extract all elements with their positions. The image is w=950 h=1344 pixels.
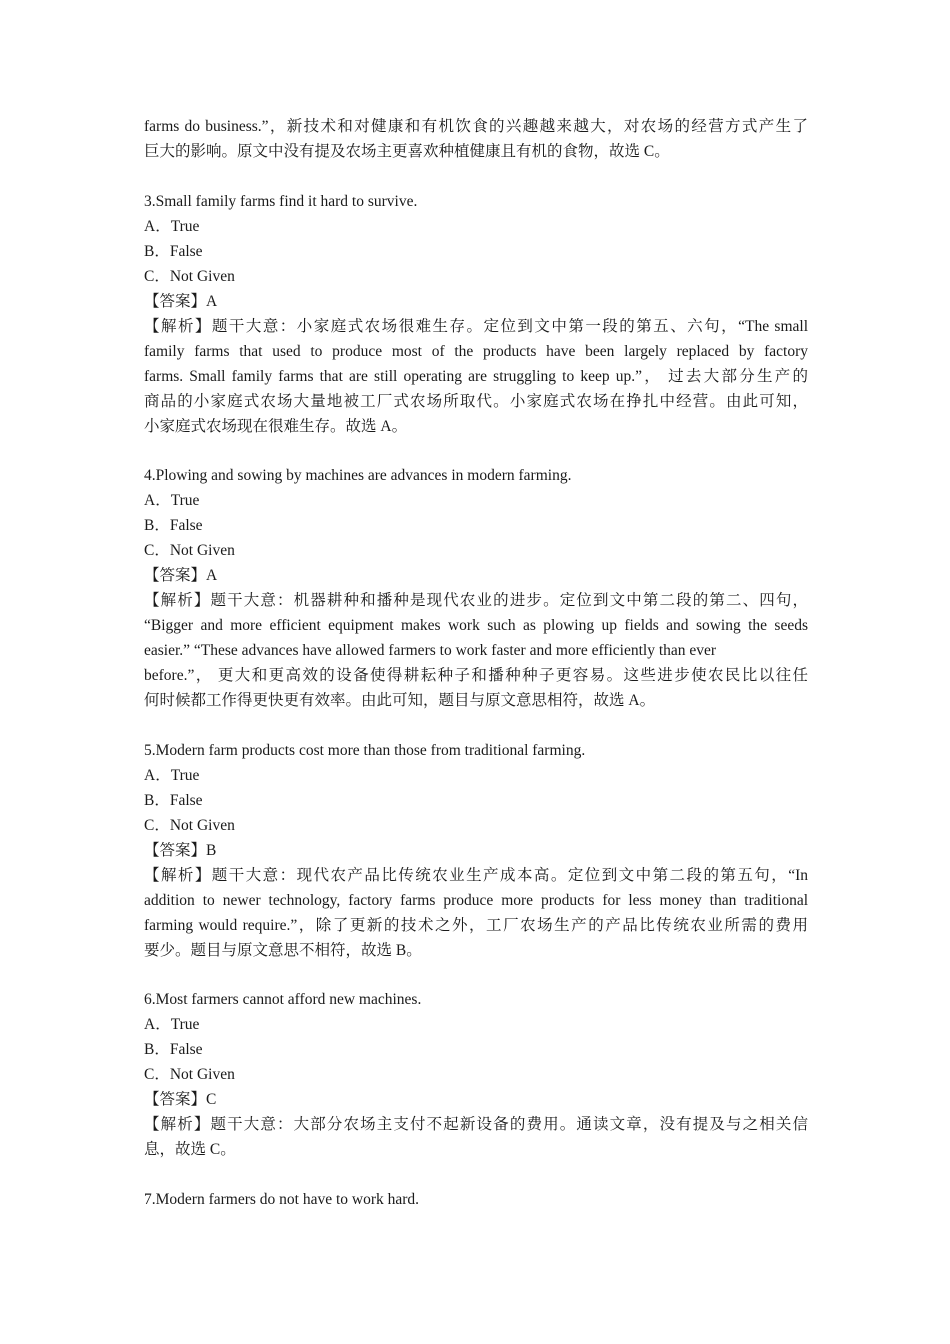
analysis-line: 【解析】题干大意：现代农产品比传统农业生产成本高。定位到文中第二段的第五句，“In [144, 866, 808, 884]
answer-line: 【答案】C [144, 1091, 217, 1108]
analysis-line: 何时候都工作得更快更有效率。由此可知，题目与原文意思相符，故选 A。 [144, 692, 656, 709]
question-block [144, 189, 808, 439]
question-stem: 6.Most farmers cannot afford new machines. [144, 991, 422, 1008]
answer-line: 【答案】A [144, 292, 218, 310]
analysis-line: easier.” “These advances have allowed farmers to work faster and more efficiently than ever [144, 642, 717, 659]
analysis-line: 【解析】题干大意：机器耕种和播种是现代农业的进步。定位到文中第二段的第二、四句， [144, 592, 808, 609]
option-b: B．False [144, 1041, 203, 1058]
question-stem: 5.Modern farm products cost more than those from traditional farming. [144, 741, 586, 759]
analysis-line: 【解析】题干大意：大部分农场主支付不起新设备的费用。通读文章，没有提及与之相关信 [144, 1116, 808, 1133]
question-block [144, 987, 808, 1162]
option-a: A．True [144, 492, 200, 509]
analysis-line: before.”， 更大和更高效的设备使得耕耘种子和播种种子更容易。这些进步使农民比以往任 [144, 667, 808, 684]
option-c: C．Not Given [144, 816, 235, 834]
question-block [144, 738, 808, 963]
answer-line: 【答案】A [144, 567, 218, 584]
analysis-line: 息，故选 C。 [144, 1141, 236, 1158]
option-c: C．Not Given [144, 542, 235, 559]
option-a: A．True [144, 766, 200, 784]
document-page [144, 114, 808, 1212]
analysis-line: 【解析】题干大意：小家庭式农场很难生存。定位到文中第一段的第五、六句，“The small [144, 317, 808, 335]
option-a: A．True [144, 1016, 200, 1033]
question-block [144, 463, 808, 713]
analysis-line: addition to newer technology, factory farms produce more products for less money than traditional [144, 891, 808, 909]
option-b: B．False [144, 791, 203, 809]
question-stem: 7.Modern farmers do not have to work hard. [144, 1190, 420, 1208]
option-a: A．True [144, 217, 200, 235]
option-c: C．Not Given [144, 267, 235, 285]
option-b: B．False [144, 517, 203, 534]
analysis-line: 小家庭式农场现在很难生存。故选 A。 [144, 417, 408, 435]
text-line: 巨大的影响。原文中没有提及农场主更喜欢种植健康且有机的食物，故选 C。 [144, 143, 670, 160]
analysis-line: farming would require.”，除了更新的技术之外，工厂农场生产的产品比传统农业所需的费用 [144, 916, 808, 934]
answer-line: 【答案】B [144, 841, 217, 859]
analysis-line: family farms that used to produce most of the products have been largely replaced by factory [144, 342, 808, 360]
intro-paragraph [144, 114, 808, 164]
text-line: farms do business.”，新技术和对健康和有机饮食的兴趣越来越大，对农场的经营方式产生了 [144, 118, 808, 135]
question-stem: 3.Small family farms find it hard to survive. [144, 192, 418, 210]
analysis-line: 商品的小家庭式农场大量地被工厂式农场所取代。小家庭式农场在挣扎中经营。由此可知， [144, 392, 808, 410]
analysis-line: 要少。题目与原文意思不相符，故选 B。 [144, 941, 422, 959]
option-b: B．False [144, 242, 203, 260]
analysis-line: “Bigger and more efficient equipment makes work such as plowing up fields and sowing the seeds [144, 617, 808, 634]
analysis-line: farms. Small family farms that are still operating are struggling to keep up.”， 过去大部分生产的 [144, 367, 808, 385]
question-stem: 4.Plowing and sowing by machines are advances in modern farming. [144, 467, 572, 484]
option-c: C．Not Given [144, 1066, 235, 1083]
